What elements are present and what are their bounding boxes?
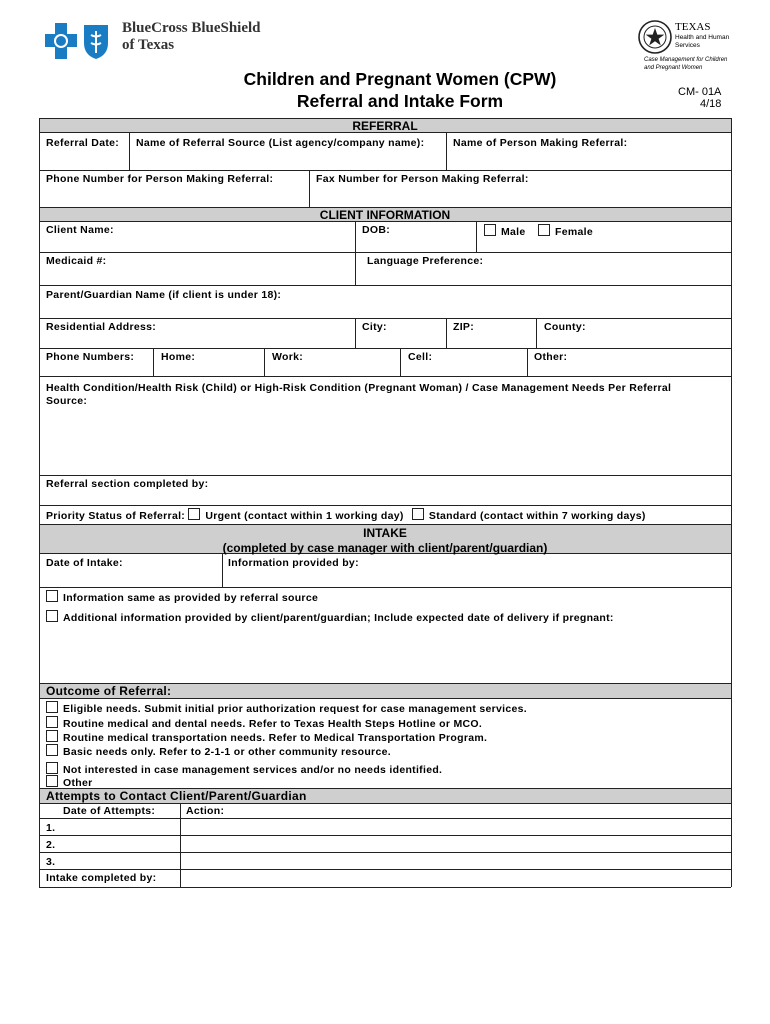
county-label: County:	[544, 321, 586, 333]
outcome-option-2	[46, 716, 482, 730]
referral-source-label: Name of Referral Source (List agency/company name):	[136, 137, 425, 149]
same-as-source-checkbox[interactable]	[46, 590, 58, 602]
hhs-subtitle-line1: Case Management for Children	[644, 57, 728, 63]
referral-completed-by-label: Referral section completed by:	[46, 478, 209, 490]
standard-label: Standard (contact within 7 working days)	[428, 510, 646, 522]
intake-section-subtitle: (completed by case manager with client/parent/guardian)	[222, 541, 548, 555]
outcome-option-4	[46, 744, 391, 758]
additional-info-label: Additional information provided by client/parent/guardian; Include expected date of delivery if pregnant:	[63, 612, 614, 624]
referral-date-label: Referral Date:	[46, 137, 120, 149]
female-checkbox[interactable]	[538, 224, 593, 238]
date-of-attempts-header: Date of Attempts:	[63, 805, 156, 817]
guardian-label: Parent/Guardian Name (if client is under 18):	[46, 289, 282, 301]
hhs-name-line2: Health and Human	[675, 34, 730, 41]
outcome-option-5	[46, 762, 442, 776]
bcbs-name-line2: of Texas	[122, 37, 175, 53]
form-date: 4/18	[700, 98, 722, 110]
outcome-checkbox-3[interactable]	[46, 730, 58, 742]
urgent-label: Urgent (contact within 1 working day)	[205, 510, 404, 522]
form-title-line1: Children and Pregnant Women (CPW)	[243, 69, 557, 89]
outcome-option-label: Other	[63, 777, 93, 789]
same-as-source-label: Information same as provided by referral source	[63, 592, 319, 604]
female-checkbox-box[interactable]	[538, 224, 550, 236]
bcbs-name-line1: BlueCross BlueShield	[122, 20, 261, 36]
dob-label: DOB:	[362, 224, 391, 236]
attempt-row-2: 2.	[46, 839, 56, 851]
health-condition-label-line1: Health Condition/Health Risk (Child) or High-Risk Condition (Pregnant Woman) / Case Management Needs Per Referral	[46, 382, 672, 394]
attempt-row-3: 3.	[46, 856, 56, 868]
outcome-option-label: Routine medical transportation needs. Refer to Medical Transportation Program.	[63, 732, 488, 744]
outcome-option-label: Routine medical and dental needs. Refer to Texas Health Steps Hotline or MCO.	[63, 718, 483, 730]
intake-section-title: INTAKE	[363, 526, 407, 540]
urgent-checkbox[interactable]	[188, 508, 200, 520]
hhs-name-line3: Services	[675, 42, 700, 49]
outcome-option-label: Not interested in case management services and/or no needs identified.	[63, 764, 443, 776]
outcome-checkbox-2[interactable]	[46, 716, 58, 728]
form-title-line2: Referral and Intake Form	[296, 91, 504, 111]
client-section-title: CLIENT INFORMATION	[319, 208, 451, 222]
outcome-option-6	[46, 775, 93, 789]
bcbs-logo	[44, 21, 114, 61]
outcome-checkbox-4[interactable]	[46, 744, 58, 756]
outcome-option-3	[46, 730, 487, 744]
additional-info-row	[46, 610, 614, 624]
priority-status-label: Priority Status of Referral:	[46, 510, 186, 522]
hhs-subtitle-line2: and Pregnant Women	[644, 65, 703, 71]
outcome-checkbox-1[interactable]	[46, 701, 58, 713]
outcome-option-label: Basic needs only. Refer to 2-1-1 or other community resource.	[63, 746, 391, 758]
referral-section-title: REFERRAL	[352, 119, 418, 133]
male-label: Male	[501, 226, 526, 238]
outcome-option-1	[46, 701, 527, 715]
date-of-intake-label: Date of Intake:	[46, 557, 123, 569]
referrer-fax-label: Fax Number for Person Making Referral:	[316, 173, 529, 185]
info-provided-by-label: Information provided by:	[228, 557, 359, 569]
zip-label: ZIP:	[453, 321, 475, 333]
referring-person-label: Name of Person Making Referral:	[453, 137, 628, 149]
priority-status-row	[46, 508, 646, 522]
additional-info-checkbox[interactable]	[46, 610, 58, 622]
action-header: Action:	[186, 805, 225, 817]
standard-checkbox[interactable]	[412, 508, 424, 520]
form-code: CM- 01A	[678, 86, 722, 98]
client-name-label: Client Name:	[46, 224, 114, 236]
medicaid-label: Medicaid #:	[46, 255, 107, 267]
home-phone-label: Home:	[161, 351, 196, 363]
texas-hhs-seal-icon	[637, 19, 673, 55]
outcome-checkbox-6[interactable]	[46, 775, 58, 787]
male-checkbox-box[interactable]	[484, 224, 496, 236]
hhs-name-line1: TEXAS	[675, 21, 711, 33]
referrer-phone-label: Phone Number for Person Making Referral:	[46, 173, 274, 185]
outcome-checkbox-5[interactable]	[46, 762, 58, 774]
work-phone-label: Work:	[272, 351, 304, 363]
phone-numbers-label: Phone Numbers:	[46, 351, 135, 363]
bcbs-cross-shield-icon	[44, 21, 114, 61]
outcome-option-label: Eligible needs. Submit initial prior authorization request for case management services.	[63, 703, 528, 715]
health-condition-label-line2: Source:	[46, 395, 88, 407]
other-phone-label: Other:	[534, 351, 568, 363]
female-label: Female	[555, 226, 593, 238]
city-label: City:	[362, 321, 387, 333]
intake-completed-by-label: Intake completed by:	[46, 872, 157, 884]
address-label: Residential Address:	[46, 321, 157, 333]
male-checkbox[interactable]	[484, 224, 526, 238]
attempts-title: Attempts to Contact Client/Parent/Guardian	[46, 789, 307, 803]
language-label: Language Preference:	[367, 255, 484, 267]
cell-phone-label: Cell:	[408, 351, 433, 363]
same-as-source-row	[46, 590, 318, 604]
attempt-row-1: 1.	[46, 822, 56, 834]
outcome-title: Outcome of Referral:	[46, 684, 172, 698]
